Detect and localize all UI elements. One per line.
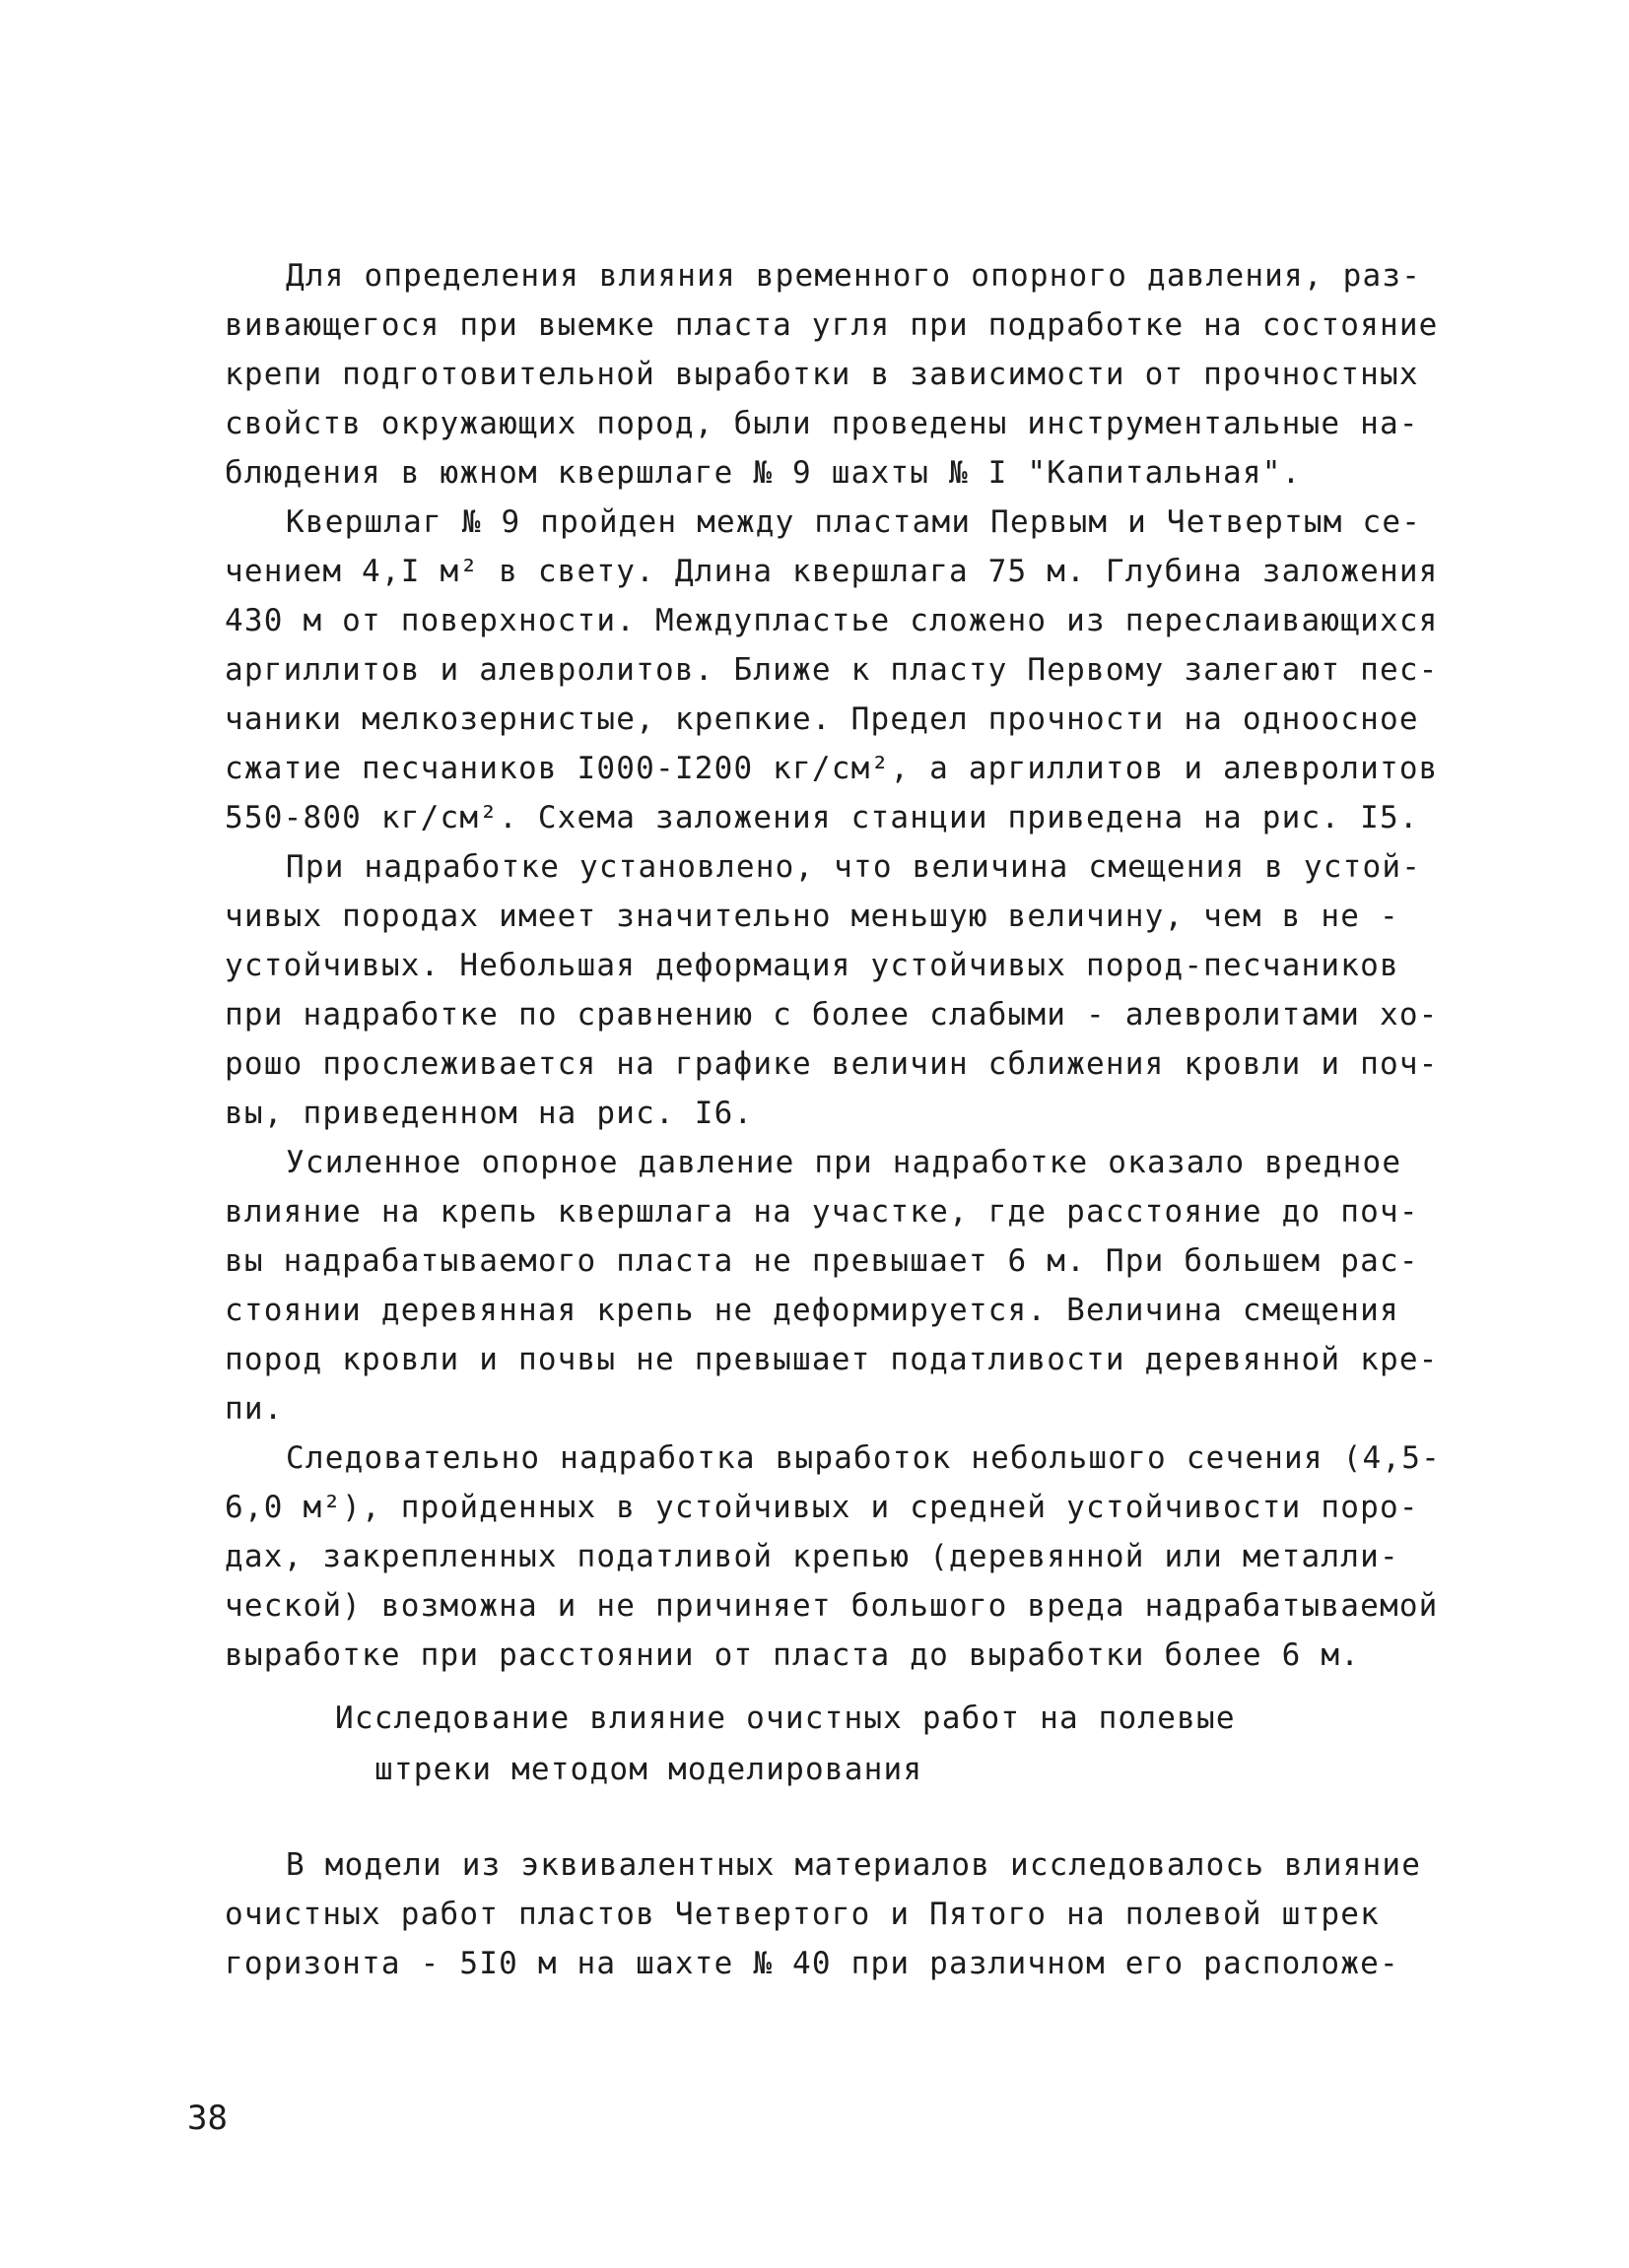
text-line: аргиллитов и алевролитов. Ближе к пласту Первому залегают пес- (225, 652, 1439, 688)
text-line: рошо прослеживается на графике величин сближения кровли и поч- (225, 1046, 1439, 1082)
text-line: 550-800 кг/см². Схема заложения станции приведена на рис. I5. (225, 800, 1419, 835)
text-line: вы, приведенном на рис. I6. (225, 1096, 754, 1131)
paragraph-6 (225, 1840, 1447, 1988)
section-heading-line-1: Исследование влияние очистных работ на полевые (335, 1701, 1236, 1736)
text-line: пи. (225, 1391, 284, 1427)
text-line: Для определения влияния временного опорного давления, раз- (286, 258, 1422, 294)
text-line: чивых породах имеет значительно меньшую величину, чем в не - (225, 899, 1399, 934)
paragraph-1 (225, 251, 1447, 498)
text-line: Следовательно надработка выработок небольшого сечения (4,5- (286, 1440, 1441, 1476)
paragraph-4 (225, 1138, 1447, 1434)
paragraph-5 (225, 1434, 1447, 1680)
text-line: устойчивых. Небольшая деформация устойчивых пород-песчаников (225, 948, 1399, 983)
text-line: сжатие песчаников I000-I200 кг/см², а аргиллитов и алевролитов (225, 751, 1439, 786)
text-line: 430 м от поверхности. Междупластье сложено из переслаивающихся (225, 603, 1439, 638)
text-line: горизонта - 5I0 м на шахте № 40 при различном его расположе- (225, 1946, 1399, 1981)
section-heading-line-2: штреки методом моделирования (374, 1752, 923, 1787)
text-line: стоянии деревянная крепь не деформируется. Величина смещения (225, 1293, 1399, 1328)
text-line: Усиленное опорное давление при надработке оказало вредное (286, 1145, 1402, 1180)
text-line: 6,0 м²), пройденных в устойчивых и средней устойчивости поро- (225, 1490, 1419, 1525)
paragraph-3 (225, 842, 1447, 1138)
text-line: влияние на крепь квершлага на участке, где расстояние до поч- (225, 1194, 1419, 1230)
text-line: свойств окружающих пород, были проведены инструментальные на- (225, 406, 1419, 441)
text-line: вивающегося при выемке пласта угля при подработке на состояние (225, 307, 1439, 343)
text-line: крепи подготовительной выработки в зависимости от прочностных (225, 357, 1419, 392)
paragraph-2 (225, 498, 1447, 842)
text-line: выработке при расстоянии от пласта до выработки более 6 м. (225, 1637, 1361, 1673)
page-number: 38 (187, 2099, 228, 2138)
text-line: блюдения в южном квершлаге № 9 шахты № I "Капитальная". (225, 455, 1302, 491)
text-line: дах, закрепленных податливой крепью (деревянной или металли- (225, 1539, 1399, 1574)
text-line: вы надрабатываемого пласта не превышает 6 м. При большем рас- (225, 1243, 1419, 1279)
text-line: очистных работ пластов Четвертого и Пятого на полевой штрек (225, 1897, 1380, 1932)
body-text (225, 251, 1447, 1680)
text-line: В модели из эквивалентных материалов исследовалось влияние (286, 1847, 1422, 1883)
text-line: При надработке установлено, что величина смещения в устой- (286, 849, 1422, 885)
text-line: Квершлаг № 9 пройден между пластами Первым и Четвертым се- (286, 504, 1422, 540)
text-line: при надработке по сравнению с более слабыми - алевролитами хо- (225, 997, 1439, 1033)
text-line: ческой) возможна и не причиняет большого вреда надрабатываемой (225, 1588, 1439, 1624)
text-line: пород кровли и почвы не превышает податливости деревянной кре- (225, 1342, 1439, 1377)
section-heading (335, 1693, 1321, 1795)
text-line: чением 4,I м² в свету. Длина квершлага 75 м. Глубина заложения (225, 554, 1439, 589)
text-line: чаники мелкозернистые, крепкие. Предел прочности на одноосное (225, 701, 1419, 737)
